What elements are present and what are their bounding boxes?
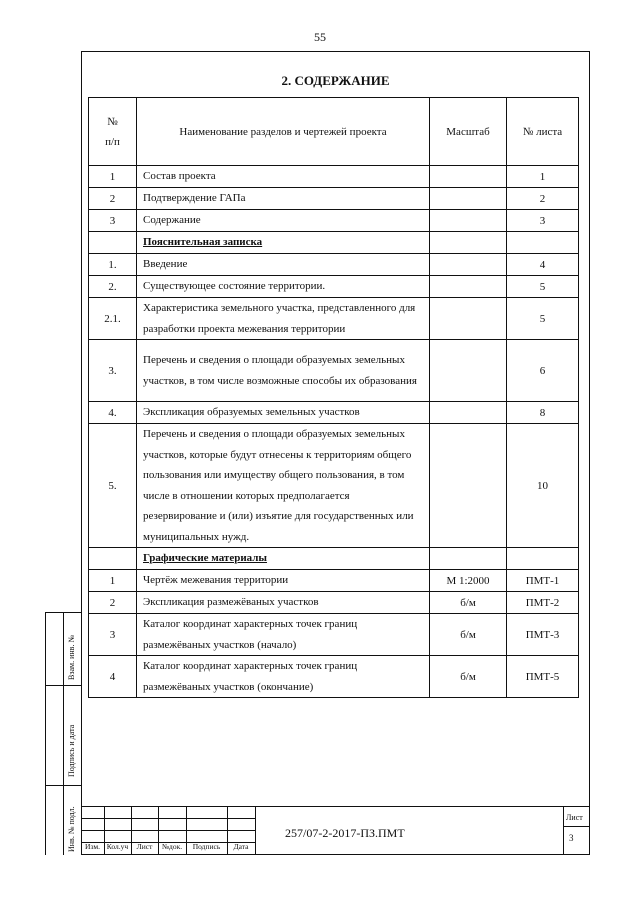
row-scale	[430, 166, 507, 188]
row-scale	[430, 188, 507, 210]
row-scale: М 1:2000	[430, 570, 507, 592]
replace-inv-label: Взам. инв. №	[67, 634, 76, 680]
row-scale	[430, 210, 507, 232]
row-sheet: ПМТ-3	[507, 614, 579, 656]
document-code: 257/07-2-2017-ПЗ.ПМТ	[285, 826, 405, 840]
row-number: 2.1.	[89, 298, 137, 340]
row-scale	[430, 232, 507, 254]
row-scale	[430, 402, 507, 424]
tb-hdr-count: Кол.уч	[106, 842, 129, 851]
row-sheet: 6	[507, 340, 579, 402]
row-number: 1	[89, 570, 137, 592]
row-name: Существующее состояние территории.	[137, 276, 430, 298]
row-scale: б/м	[430, 592, 507, 614]
row-sheet: 4	[507, 254, 579, 276]
row-sheet: 5	[507, 276, 579, 298]
row-sheet: 3	[507, 210, 579, 232]
row-number: 2	[89, 188, 137, 210]
row-name: Состав проекта	[137, 166, 430, 188]
row-name: Каталог координат характерных точек границ размежёваных участков (окончание)	[137, 656, 430, 698]
header-scale: Масштаб	[430, 98, 507, 166]
row-name: Подтверждение ГАПа	[137, 188, 430, 210]
row-sheet: ПМТ-1	[507, 570, 579, 592]
row-number: 2	[89, 592, 137, 614]
table-row	[89, 656, 579, 698]
section-row	[89, 232, 579, 254]
row-number: 5.	[89, 424, 137, 548]
section-title: Графические материалы	[137, 548, 430, 570]
row-scale	[430, 254, 507, 276]
row-number: 3.	[89, 340, 137, 402]
row-sheet: 5	[507, 298, 579, 340]
sheet-label: Лист	[566, 813, 583, 822]
table-row	[89, 592, 579, 614]
row-name: Экспликация размежёваных участков	[137, 592, 430, 614]
row-scale	[430, 424, 507, 548]
contents-table	[88, 97, 579, 698]
table-row	[89, 298, 579, 340]
document-title: 2. СОДЕРЖАНИЕ	[281, 73, 390, 88]
row-name: Перечень и сведения о площади образуемых земельных участков, в том числе возможные способы их образования	[137, 340, 430, 402]
row-sheet	[507, 548, 579, 570]
table-row	[89, 188, 579, 210]
tb-hdr-date: Дата	[233, 842, 249, 851]
row-scale: б/м	[430, 656, 507, 698]
row-number: 2.	[89, 276, 137, 298]
header-num: № п/п	[89, 98, 137, 166]
table-header-row	[89, 98, 579, 166]
row-scale	[430, 276, 507, 298]
side-strip	[45, 612, 82, 855]
row-scale	[430, 340, 507, 402]
row-number: 1.	[89, 254, 137, 276]
tb-hdr-signature: Подпись	[192, 842, 221, 851]
row-name: Экспликация образуемых земельных участков	[137, 402, 430, 424]
table-row	[89, 254, 579, 276]
table-row	[89, 276, 579, 298]
row-number: 1	[89, 166, 137, 188]
row-sheet	[507, 232, 579, 254]
row-scale: б/м	[430, 614, 507, 656]
sheet-number: 3	[569, 833, 574, 843]
row-sheet: 8	[507, 402, 579, 424]
sign-date-label: Подпись и дата	[67, 724, 76, 777]
row-sheet: 2	[507, 188, 579, 210]
table-row	[89, 166, 579, 188]
table-row	[89, 402, 579, 424]
row-scale	[430, 548, 507, 570]
table-row	[89, 570, 579, 592]
tb-hdr-change: Изм.	[85, 842, 100, 851]
row-number: 4.	[89, 402, 137, 424]
page-number: 55	[314, 30, 326, 44]
row-sheet: 10	[507, 424, 579, 548]
row-name: Характеристика земельного участка, представленного для разработки проекта межевания территории	[137, 298, 430, 340]
row-number	[89, 548, 137, 570]
row-name: Перечень и сведения о площади образуемых земельных участков, которые будут отнесены к территориям общего пользования или имуществу общего пользования, в том числе в отношении которых предполагается резервирование и (или) изъятие для государственных или муниципальных нужд.	[137, 424, 430, 548]
row-sheet: 1	[507, 166, 579, 188]
table-row	[89, 210, 579, 232]
row-number: 3	[89, 614, 137, 656]
header-name: Наименование разделов и чертежей проекта	[137, 98, 430, 166]
inv-no-label: Инв. № подл.	[67, 806, 76, 852]
row-number	[89, 232, 137, 254]
row-name: Содержание	[137, 210, 430, 232]
table-row	[89, 424, 579, 548]
row-name: Введение	[137, 254, 430, 276]
table-row	[89, 614, 579, 656]
row-sheet: ПМТ-2	[507, 592, 579, 614]
row-name: Чертёж межевания территории	[137, 570, 430, 592]
row-number: 4	[89, 656, 137, 698]
section-title: Пояснительная записка	[137, 232, 430, 254]
tb-hdr-docno: №док.	[161, 842, 183, 851]
row-name: Каталог координат характерных точек границ размежёваных участков (начало)	[137, 614, 430, 656]
row-sheet: ПМТ-5	[507, 656, 579, 698]
table-row	[89, 340, 579, 402]
tb-hdr-sheet: Лист	[136, 842, 153, 851]
row-scale	[430, 298, 507, 340]
row-number: 3	[89, 210, 137, 232]
header-sheet: № листа	[507, 98, 579, 166]
section-row	[89, 548, 579, 570]
